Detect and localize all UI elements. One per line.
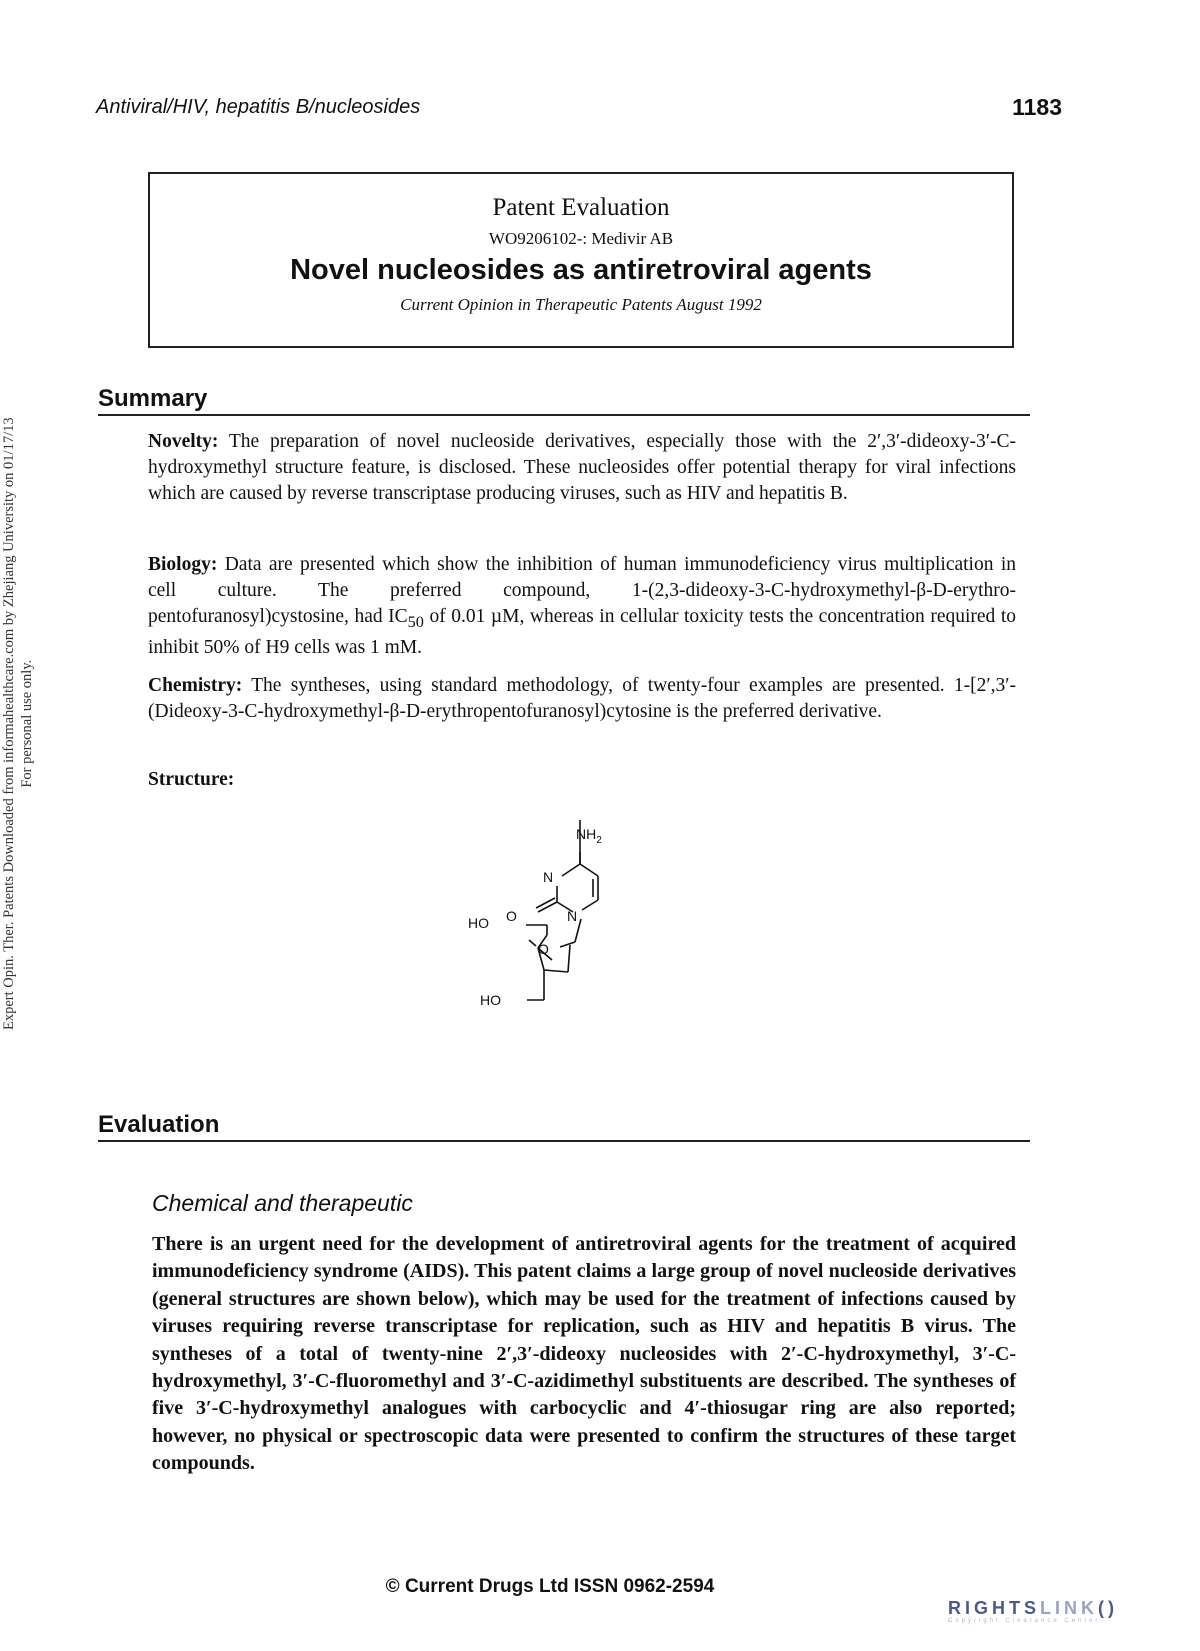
chemistry-label: Chemistry: bbox=[148, 675, 243, 696]
novelty-paragraph bbox=[148, 429, 1016, 507]
carbonyl-o-label: O bbox=[506, 908, 517, 924]
rightslink-light: LINK bbox=[1040, 1598, 1099, 1618]
n3-label: N bbox=[543, 869, 554, 885]
footer-copyright: © Current Drugs Ltd ISSN 0962-2594 bbox=[385, 1576, 715, 1597]
biology-subscript: 50 bbox=[407, 612, 424, 631]
running-head: Antiviral/HIV, hepatitis B/nucleosides bbox=[96, 96, 421, 118]
novelty-text: The preparation of novel nucleoside derivatives, especially those with the 2′,3′-dideoxy-3′-C-hydroxymethyl structure feature, is disclosed. These nucleosides offer potential therapy for viral infections which are caused by reverse transcriptase producing viruses, such as HIV and hepatitis B. bbox=[148, 431, 1016, 504]
biology-text-1: Data are presented which show the inhibition of human immunodeficiency virus multiplication in cell culture. The preferred compound, 1-(2,3-dideoxy-3-C-hydroxymethyl-β-D-erythro-pentofuranosyl)cystosine, had IC bbox=[148, 554, 1016, 627]
chemical-structure bbox=[468, 820, 680, 1060]
rightslink-dark: RIGHTS bbox=[948, 1598, 1041, 1618]
page-number: 1183 bbox=[1012, 94, 1062, 120]
box-label: Patent Evaluation bbox=[492, 194, 670, 221]
side-note-line-2: For personal use only. bbox=[19, 659, 35, 788]
article-title: Novel nucleosides as antiretroviral agents bbox=[290, 254, 872, 286]
rightslink-subtitle: Copyright Clearance Center bbox=[948, 1618, 1101, 1624]
structure-bonds bbox=[526, 820, 598, 1000]
structure-label: Structure: bbox=[148, 769, 235, 790]
evaluation-paragraph: There is an urgent need for the development of antiretroviral agents for the treatment of acquired immunodeficiency syndrome (AIDS). This patent claims a large group of novel nucleoside derivatives (general structures are shown below), which may be used for the treatment of infections caused by viruses requiring reverse transcriptase for replication, such as HIV and hepatitis B virus. The syntheses of a total of twenty-nine 2′,3′-dideoxy nucleosides with 2′-C-hydroxymethyl, 3′-C-hydroxymethyl, 3′-C-fluoromethyl and 3′-C-azidimethyl substituents are described. The syntheses of five 3′-C-hydroxymethyl analogues with carbocyclic and 4′-thiosugar ring are also reported; however, no physical or spectroscopic data were presented to confirm the structures of these target compounds. bbox=[152, 1233, 1016, 1475]
side-note-line-1: Expert Opin. Ther. Patents Downloaded from informahealthcare.com by Zhejiang University on 01/17/13 bbox=[1, 417, 17, 1030]
n1-label: N bbox=[567, 908, 578, 924]
chemistry-text: The syntheses, using standard methodology, of twenty-four examples are presented. 1-[2′,3′-(Dideoxy-3-C-hydroxymethyl-β-D-erythropentofuranosyl)cytosine is the preferred derivative. bbox=[148, 675, 1016, 722]
rightslink-logo bbox=[948, 1598, 1178, 1624]
biology-text-2: of 0.01 µM, whereas in cellular toxicity tests the concentration required to inhibit 50% of H9 cells was 1 mM. bbox=[148, 606, 1016, 658]
summary-heading: Summary bbox=[98, 385, 1030, 416]
ring-o-label: O bbox=[538, 941, 549, 957]
ho-bottom-label: HO bbox=[480, 992, 501, 1008]
novelty-label: Novelty: bbox=[148, 431, 219, 452]
subsection-heading: Chemical and therapeutic bbox=[152, 1190, 413, 1216]
ho-top-label: HO bbox=[468, 915, 489, 931]
patent-number: WO9206102-: Medivir AB bbox=[488, 229, 674, 248]
evaluation-heading: Evaluation bbox=[98, 1111, 1030, 1142]
biology-label: Biology: bbox=[148, 554, 218, 575]
biology-paragraph bbox=[148, 552, 1016, 661]
patent-evaluation-box bbox=[148, 172, 1014, 348]
rightslink-mark: () bbox=[1098, 1598, 1119, 1618]
chemistry-paragraph bbox=[148, 673, 1016, 725]
journal-citation: Current Opinion in Therapeutic Patents August 1992 bbox=[400, 295, 762, 314]
nh2-label: $NH_2$ bbox=[576, 826, 602, 846]
